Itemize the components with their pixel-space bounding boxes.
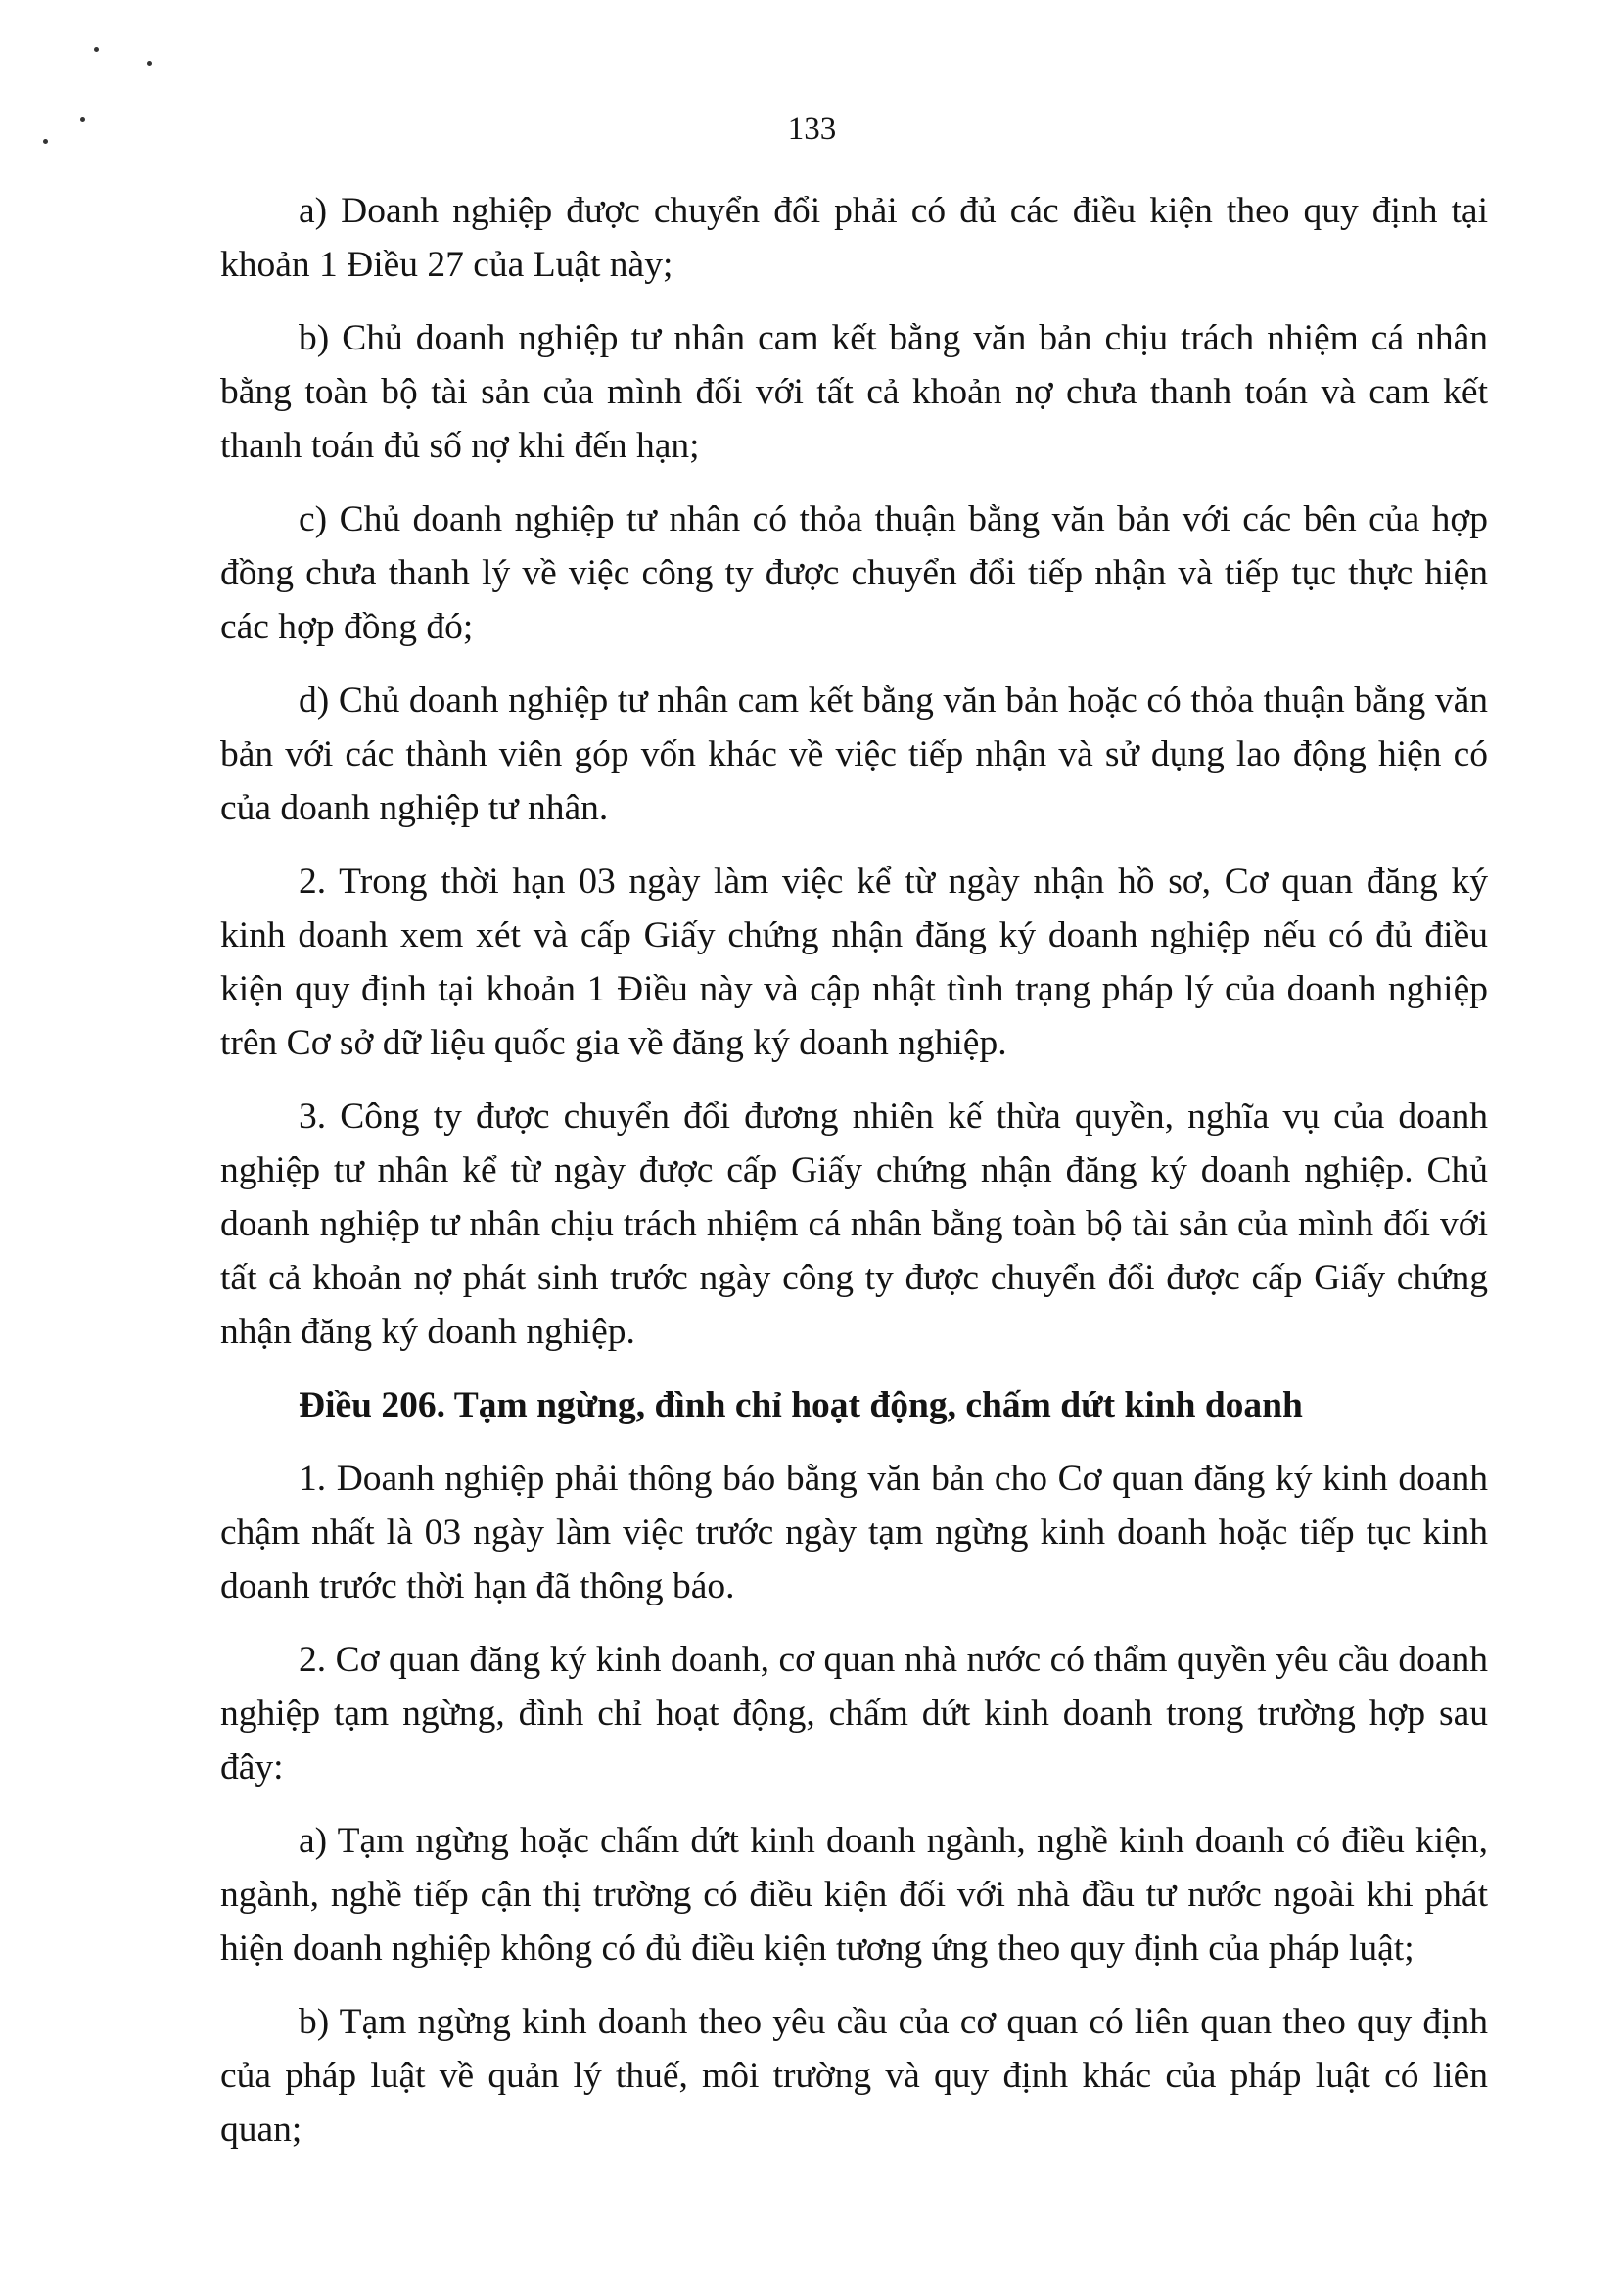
clause-1c: c) Chủ doanh nghiệp tư nhân có thỏa thuận bằng văn bản với các bên của hợp đồng chưa thanh lý về việc công ty được chuyển đổi tiếp nhận và tiếp tục thực hiện các hợp đồng đó; [220,499,1488,647]
document-body [220,184,1488,2176]
clause-1b: b) Chủ doanh nghiệp tư nhân cam kết bằng văn bản chịu trách nhiệm cá nhân bằng toàn bộ tài sản của mình đối với tất cả khoản nợ chưa thanh toán và cam kết thanh toán đủ số nợ khi đến hạn; [220,318,1488,466]
article-206-clause-2: 2. Cơ quan đăng ký kinh doanh, cơ quan nhà nước có thẩm quyền yêu cầu doanh nghiệp tạm ngừng, đình chỉ hoạt động, chấm dứt kinh doanh trong trường hợp sau đây: [220,1640,1488,1788]
page-number: 133 [787,112,837,147]
clause-1a: a) Doanh nghiệp được chuyển đổi phải có đủ các điều kiện theo quy định tại khoản 1 Điều 27 của Luật này; [220,191,1488,285]
clause-3: 3. Công ty được chuyển đổi đương nhiên kế thừa quyền, nghĩa vụ của doanh nghiệp tư nhân kể từ ngày được cấp Giấy chứng nhận đăng ký doanh nghiệp. Chủ doanh nghiệp tư nhân chịu trách nhiệm cá nhân bằng toàn bộ tài sản của mình đối với tất cả khoản nợ phát sinh trước ngày công ty được chuyển đổi được cấp Giấy chứng nhận đăng ký doanh nghiệp. [220,1096,1488,1352]
scan-speck [94,47,99,52]
article-206-clause-2a: a) Tạm ngừng hoặc chấm dứt kinh doanh ngành, nghề kinh doanh có điều kiện, ngành, nghề tiếp cận thị trường có điều kiện đối với nhà đầu tư nước ngoài khi phát hiện doanh nghiệp không có đủ điều kiện tương ứng theo quy định của pháp luật; [220,1821,1488,1969]
clause-1d: d) Chủ doanh nghiệp tư nhân cam kết bằng văn bản hoặc có thỏa thuận bằng văn bản với các thành viên góp vốn khác về việc tiếp nhận và sử dụng lao động hiện có của doanh nghiệp tư nhân. [220,680,1488,828]
article-206-heading: Điều 206. Tạm ngừng, đình chỉ hoạt động, chấm dứt kinh doanh [299,1385,1303,1425]
article-206-clause-2b: b) Tạm ngừng kinh doanh theo yêu cầu của cơ quan có liên quan theo quy định của pháp luật về quản lý thuế, môi trường và quy định khác của pháp luật có liên quan; [220,2002,1488,2150]
scan-speck [147,61,152,66]
article-206-clause-1: 1. Doanh nghiệp phải thông báo bằng văn bản cho Cơ quan đăng ký kinh doanh chậm nhất là 03 ngày làm việc trước ngày tạm ngừng kinh doanh hoặc tiếp tục kinh doanh trước thời hạn đã thông báo. [220,1459,1488,1606]
clause-2: 2. Trong thời hạn 03 ngày làm việc kể từ ngày nhận hồ sơ, Cơ quan đăng ký kinh doanh xem xét và cấp Giấy chứng nhận đăng ký doanh nghiệp nếu có đủ điều kiện quy định tại khoản 1 Điều này và cập nhật tình trạng pháp lý của doanh nghiệp trên Cơ sở dữ liệu quốc gia về đăng ký doanh nghiệp. [220,861,1488,1063]
